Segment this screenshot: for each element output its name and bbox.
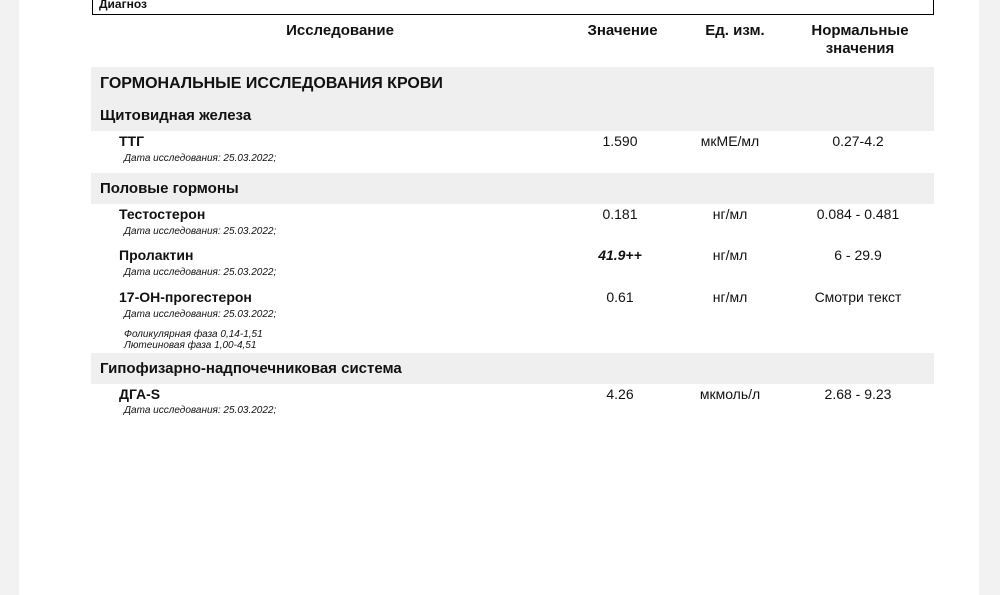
test-date: Дата исследования: 25.03.2022; [124,405,277,416]
test-date: Дата исследования: 25.03.2022; [124,309,277,320]
test-date: Дата исследования: 25.03.2022; [124,267,277,278]
section-band [91,67,934,131]
test-name: ТТГ [119,133,145,149]
test-name: ДГА-S [119,386,161,402]
group-title-sex-hormones: Половые гормоны [100,180,239,197]
header-unit: Ед. изм. [705,22,765,39]
test-norm: 6 - 29.9 [834,247,882,263]
group-band [91,173,934,204]
test-name: Тестостерон [119,206,206,222]
test-value: 0.181 [602,206,638,222]
test-norm: 0.27-4.2 [832,133,884,149]
group-title-pituitary-adrenal: Гипофизарно-надпочечниковая система [100,360,402,377]
section-title: ГОРМОНАЛЬНЫЕ ИССЛЕДОВАНИЯ КРОВИ [100,75,443,92]
diagnosis-box [92,0,934,15]
test-unit: мкмоль/л [699,386,761,402]
test-value: 4.26 [606,386,634,402]
test-norm: Смотри текст [814,289,902,305]
group-title-thyroid: Щитовидная железа [100,107,252,124]
test-unit: мкМЕ/мл [700,133,760,149]
test-value-abnormal: 41.9++ [598,247,642,263]
reference-note: Фоликулярная фаза 0,14-1,51 [124,329,263,340]
test-norm: 2.68 - 9.23 [824,386,892,402]
diagnosis-label: Диагноз [99,0,147,11]
header-test: Исследование [286,22,394,39]
header-norm: Нормальные значения [811,22,909,57]
test-norm: 0.084 - 0.481 [816,206,900,222]
test-value: 1.590 [602,133,638,149]
test-name: 17-ОН-прогестерон [119,289,252,305]
test-unit: нг/мл [712,206,748,222]
test-name: Пролактин [119,247,194,263]
group-band [91,353,934,384]
test-date: Дата исследования: 25.03.2022; [124,153,277,164]
test-value: 0.61 [606,289,634,305]
reference-note: Лютеиновая фаза 1,00-4,51 [124,340,257,351]
test-date: Дата исследования: 25.03.2022; [124,226,277,237]
test-unit: нг/мл [712,247,748,263]
test-unit: нг/мл [712,289,748,305]
header-value: Значение [587,22,658,39]
